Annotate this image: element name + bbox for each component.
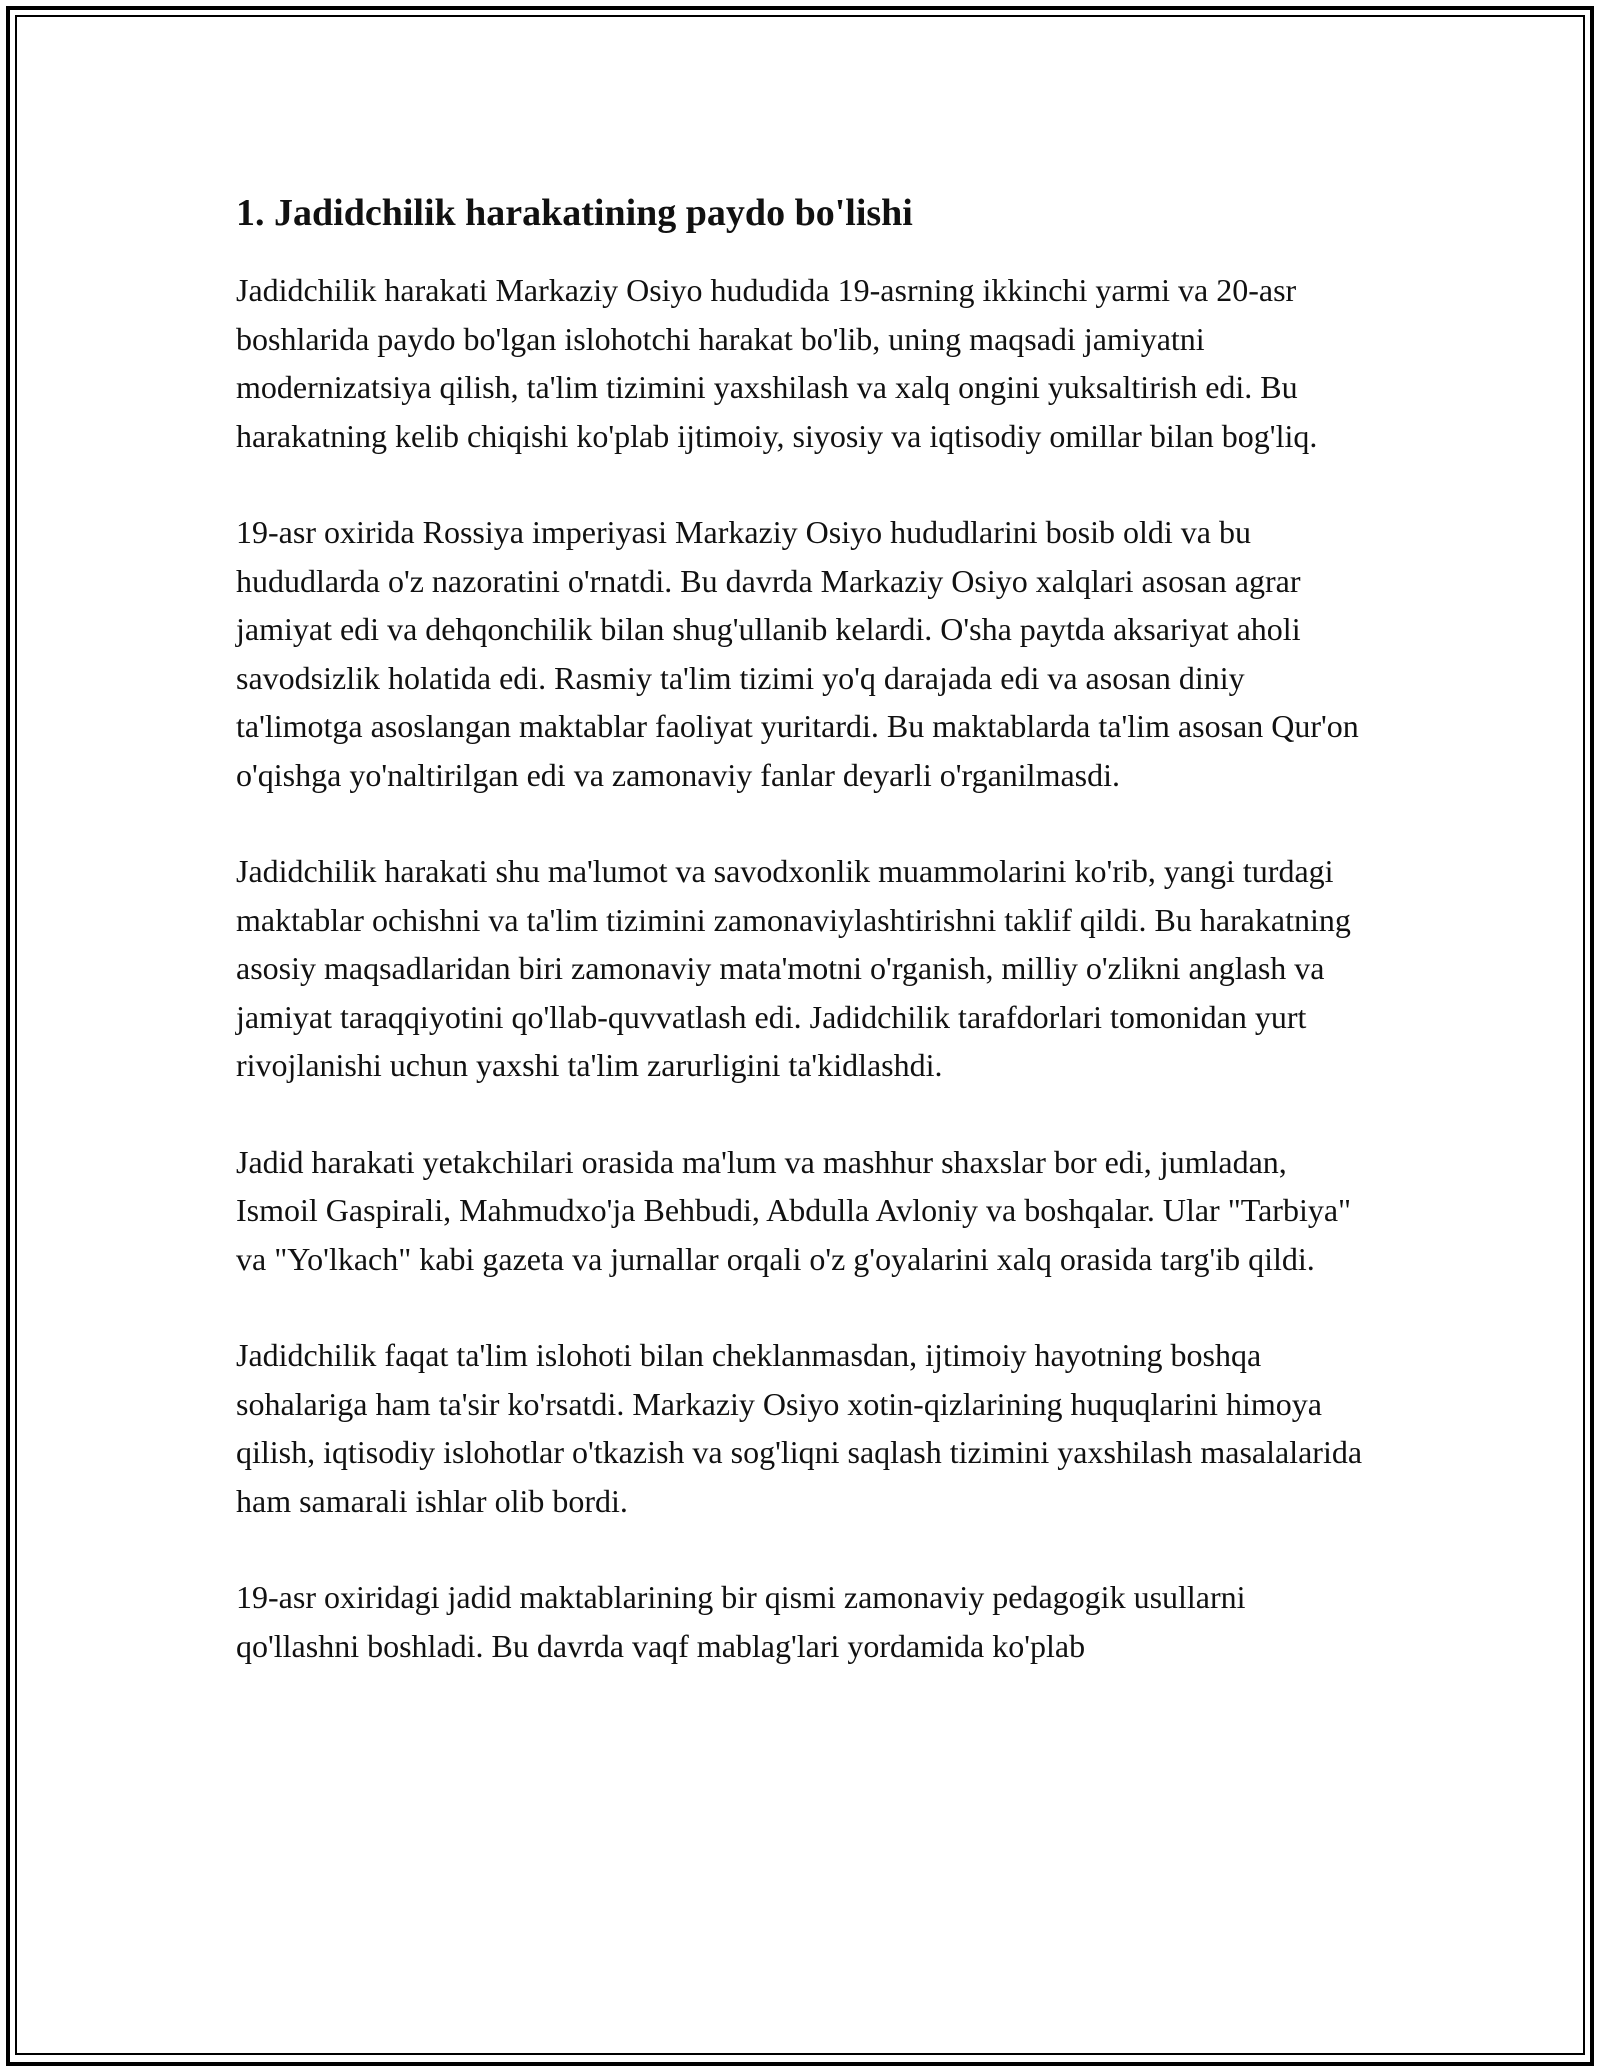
paragraph-4: Jadid harakati yetakchilari orasida ma'lum va mashhur shaxslar bor edi, jumladan, Ismoil Gaspirali, Mahmudxo'ja Behbudi, Abdulla Avloniy va boshqalar. Ular "Tarbiya" va "Yo'lkach" kabi gazeta va jurnallar orqali o'z g'oyalarini xalq orasida targ'ib qildi. [236, 1143, 1352, 1277]
section-heading: 1. Jadidchilik harakatining paydo bo'lishi [236, 192, 913, 234]
paragraph-3: Jadidchilik harakati shu ma'lumot va savodxonlik muammolarini ko'rib, yangi turdagi maktablar ochishni va ta'lim tizimini zamonaviylashtirishni taklif qildi. Bu harakatning asosiy maqsadlaridan biri zamonaviy mata'motni o'rganish, milliy o'zlikni anglash va jamiyat taraqqiyotini qo'llab-quvvatlash edi. Jadidchilik tarafdorlari tomonidan yurt rivojlanishi uchun yaxshi ta'lim zarurligini ta'kidlashdi. [236, 853, 1351, 1083]
paragraph-1: Jadidchilik harakati Markaziy Osiyo hududida 19-asrning ikkinchi yarmi va 20-asr boshlarida paydo bo'lgan islohotchi harakat bo'lib, uning maqsadi jamiyatni modernizatsiya qilish, ta'lim tizimini yaxshilash va xalq ongini yuksaltirish edi. Bu harakatning kelib chiqishi ko'plab ijtimoiy, siyosiy va iqtisodiy omillar bilan bog'liq. [236, 272, 1318, 454]
document-body [236, 184, 1366, 1718]
paragraph-5: Jadidchilik faqat ta'lim islohoti bilan cheklanmasdan, ijtimoiy hayotning boshqa sohalariga ham ta'sir ko'rsatdi. Markaziy Osiyo xotin-qizlarining huquqlarini himoya qilish, iqtisodiy islohotlar o'tkazish va sog'liqni saqlash tizimini yaxshilash masalalarida ham samarali ishlar olib bordi. [236, 1337, 1363, 1519]
paragraph-2: 19-asr oxirida Rossiya imperiyasi Markaziy Osiyo hududlarini bosib oldi va bu hududlarda o'z nazoratini o'rnatdi. Bu davrda Markaziy Osiyo xalqlari asosan agrar jamiyat edi va dehqonchilik bilan shug'ullanib kelardi. O'sha paytda aksariyat aholi savodsizlik holatida edi. Rasmiy ta'lim tizimi yo'q darajada edi va asosan diniy ta'limotga asoslangan maktablar faoliyat yuritardi. Bu maktablarda ta'lim asosan Qur'on o'qishga yo'naltirilgan edi va zamonaviy fanlar deyarli o'rganilmasdi. [236, 514, 1359, 793]
paragraph-6: 19-asr oxiridagi jadid maktablarining bir qismi zamonaviy pedagogik usullarni qo'llashni boshladi. Bu davrda vaqf mablag'lari yordamida ko'plab [236, 1579, 1246, 1664]
